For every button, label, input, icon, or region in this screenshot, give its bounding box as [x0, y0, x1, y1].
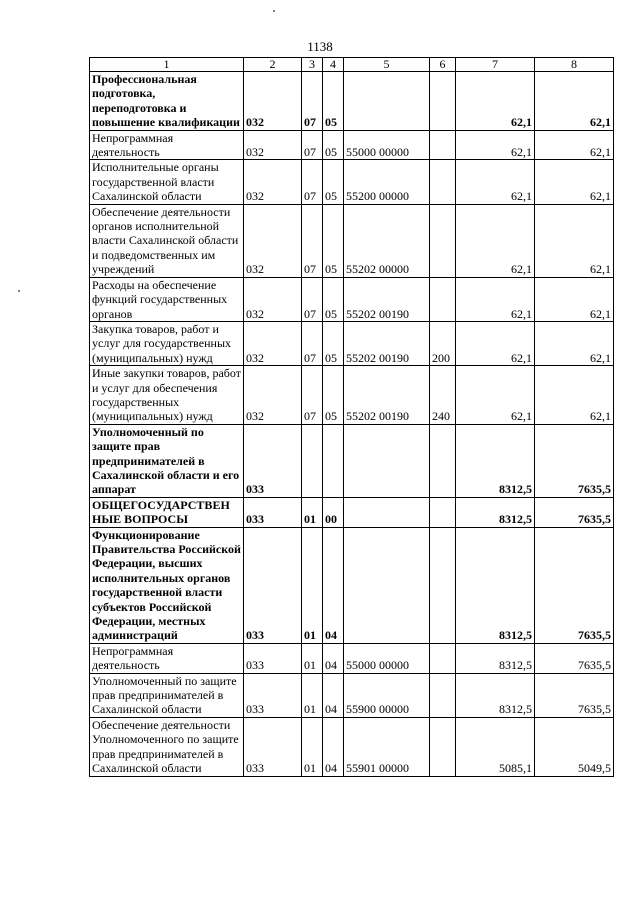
cell-target-article [344, 497, 430, 527]
cell-section: 07 [302, 130, 323, 160]
cell-amount-2: 62,1 [535, 130, 614, 160]
table-row [90, 717, 614, 776]
cell-expense-type [430, 72, 456, 131]
cell-subsection [323, 424, 344, 497]
cell-amount-1: 62,1 [456, 160, 535, 204]
cell-section: 01 [302, 643, 323, 673]
cell-ministry-code: 032 [244, 160, 302, 204]
cell-target-article [344, 72, 430, 131]
cell-section: 07 [302, 160, 323, 204]
cell-amount-1: 8312,5 [456, 643, 535, 673]
cell-name: Непрограммная деятельность [90, 643, 244, 673]
cell-name: Функционирование Правительства Российской Федерации, высших исполнительных органов государственной власти субъектов Российской Федерации, местных администраций [90, 527, 244, 643]
cell-ministry-code: 033 [244, 643, 302, 673]
table-row [90, 72, 614, 131]
cell-amount-1: 62,1 [456, 277, 535, 321]
cell-subsection: 05 [323, 204, 344, 277]
cell-target-article: 55200 00000 [344, 160, 430, 204]
cell-section: 07 [302, 72, 323, 131]
header-cell: 7 [456, 58, 535, 72]
cell-amount-2: 7635,5 [535, 527, 614, 643]
budget-table [89, 57, 614, 777]
header-cell: 3 [302, 58, 323, 72]
cell-amount-1: 8312,5 [456, 424, 535, 497]
cell-amount-1: 62,1 [456, 321, 535, 365]
cell-target-article: 55000 00000 [344, 130, 430, 160]
cell-expense-type [430, 643, 456, 673]
table-row [90, 160, 614, 204]
table-row [90, 204, 614, 277]
cell-amount-1: 8312,5 [456, 497, 535, 527]
cell-expense-type [430, 204, 456, 277]
scan-speck [273, 10, 275, 12]
cell-expense-type [430, 673, 456, 717]
cell-subsection: 05 [323, 277, 344, 321]
page-number: 1138 [307, 39, 333, 54]
cell-expense-type [430, 497, 456, 527]
cell-name: ОБЩЕГОСУДАРСТВЕН НЫЕ ВОПРОСЫ [90, 497, 244, 527]
cell-section: 07 [302, 204, 323, 277]
cell-name: Расходы на обеспечение функций государственных органов [90, 277, 244, 321]
cell-amount-1: 8312,5 [456, 527, 535, 643]
cell-ministry-code: 033 [244, 717, 302, 776]
cell-ministry-code: 033 [244, 527, 302, 643]
cell-ministry-code: 032 [244, 321, 302, 365]
cell-name: Уполномоченный по защите прав предпринимателей в Сахалинской области и его аппарат [90, 424, 244, 497]
cell-subsection: 04 [323, 527, 344, 643]
table-row [90, 130, 614, 160]
cell-ministry-code: 032 [244, 204, 302, 277]
cell-section: 07 [302, 277, 323, 321]
cell-amount-1: 62,1 [456, 204, 535, 277]
cell-subsection: 05 [323, 160, 344, 204]
cell-amount-1: 8312,5 [456, 673, 535, 717]
table-row [90, 424, 614, 497]
cell-target-article: 55202 00000 [344, 204, 430, 277]
cell-name: Закупка товаров, работ и услуг для государственных (муниципальных) нужд [90, 321, 244, 365]
cell-section: 01 [302, 527, 323, 643]
cell-ministry-code: 032 [244, 277, 302, 321]
cell-expense-type [430, 527, 456, 643]
table-row [90, 366, 614, 425]
cell-subsection: 05 [323, 72, 344, 131]
header-cell: 5 [344, 58, 430, 72]
cell-name: Обеспечение деятельности органов исполнительной власти Сахалинской области и подведомственных им учреждений [90, 204, 244, 277]
header-row [90, 58, 614, 72]
cell-amount-2: 7635,5 [535, 643, 614, 673]
cell-section: 07 [302, 321, 323, 365]
cell-subsection: 05 [323, 321, 344, 365]
cell-amount-1: 62,1 [456, 366, 535, 425]
cell-amount-2: 62,1 [535, 277, 614, 321]
cell-amount-1: 62,1 [456, 130, 535, 160]
cell-target-article: 55900 00000 [344, 673, 430, 717]
cell-name: Уполномоченный по защите прав предпринимателей в Сахалинской области [90, 673, 244, 717]
cell-target-article: 55000 00000 [344, 643, 430, 673]
cell-ministry-code: 033 [244, 673, 302, 717]
cell-name: Обеспечение деятельности Уполномоченного по защите прав предпринимателей в Сахалинской области [90, 717, 244, 776]
table-row [90, 321, 614, 365]
cell-subsection: 05 [323, 366, 344, 425]
header-cell: 1 [90, 58, 244, 72]
header-cell: 6 [430, 58, 456, 72]
table-row [90, 643, 614, 673]
cell-ministry-code: 033 [244, 497, 302, 527]
cell-target-article [344, 424, 430, 497]
cell-expense-type [430, 160, 456, 204]
cell-amount-2: 7635,5 [535, 673, 614, 717]
cell-expense-type [430, 424, 456, 497]
cell-ministry-code: 032 [244, 130, 302, 160]
cell-target-article: 55901 00000 [344, 717, 430, 776]
cell-expense-type [430, 717, 456, 776]
cell-expense-type [430, 277, 456, 321]
header-cell: 8 [535, 58, 614, 72]
cell-subsection: 04 [323, 673, 344, 717]
cell-amount-2: 7635,5 [535, 424, 614, 497]
cell-section: 01 [302, 497, 323, 527]
cell-amount-2: 7635,5 [535, 497, 614, 527]
cell-target-article: 55202 00190 [344, 277, 430, 321]
cell-subsection: 00 [323, 497, 344, 527]
cell-amount-2: 5049,5 [535, 717, 614, 776]
cell-expense-type: 200 [430, 321, 456, 365]
cell-ministry-code: 032 [244, 72, 302, 131]
cell-amount-1: 62,1 [456, 72, 535, 131]
cell-name: Непрограммная деятельность [90, 130, 244, 160]
cell-target-article: 55202 00190 [344, 366, 430, 425]
cell-target-article: 55202 00190 [344, 321, 430, 365]
cell-subsection: 05 [323, 130, 344, 160]
table-row [90, 527, 614, 643]
cell-name: Профессиональная подготовка, переподготовка и повышение квалификации [90, 72, 244, 131]
cell-expense-type: 240 [430, 366, 456, 425]
cell-section [302, 424, 323, 497]
cell-subsection: 04 [323, 643, 344, 673]
table-row [90, 497, 614, 527]
scan-speck [18, 290, 20, 292]
cell-ministry-code: 033 [244, 424, 302, 497]
cell-expense-type [430, 130, 456, 160]
table-row [90, 673, 614, 717]
cell-amount-2: 62,1 [535, 321, 614, 365]
cell-amount-2: 62,1 [535, 204, 614, 277]
cell-section: 01 [302, 673, 323, 717]
cell-ministry-code: 032 [244, 366, 302, 425]
cell-name: Иные закупки товаров, работ и услуг для обеспечения государственных (муниципальных) нужд [90, 366, 244, 425]
header-cell: 4 [323, 58, 344, 72]
cell-amount-2: 62,1 [535, 366, 614, 425]
cell-target-article [344, 527, 430, 643]
cell-amount-2: 62,1 [535, 72, 614, 131]
cell-amount-1: 5085,1 [456, 717, 535, 776]
header-cell: 2 [244, 58, 302, 72]
cell-section: 07 [302, 366, 323, 425]
cell-section: 01 [302, 717, 323, 776]
cell-name: Исполнительные органы государственной власти Сахалинской области [90, 160, 244, 204]
cell-amount-2: 62,1 [535, 160, 614, 204]
cell-subsection: 04 [323, 717, 344, 776]
table-row [90, 277, 614, 321]
